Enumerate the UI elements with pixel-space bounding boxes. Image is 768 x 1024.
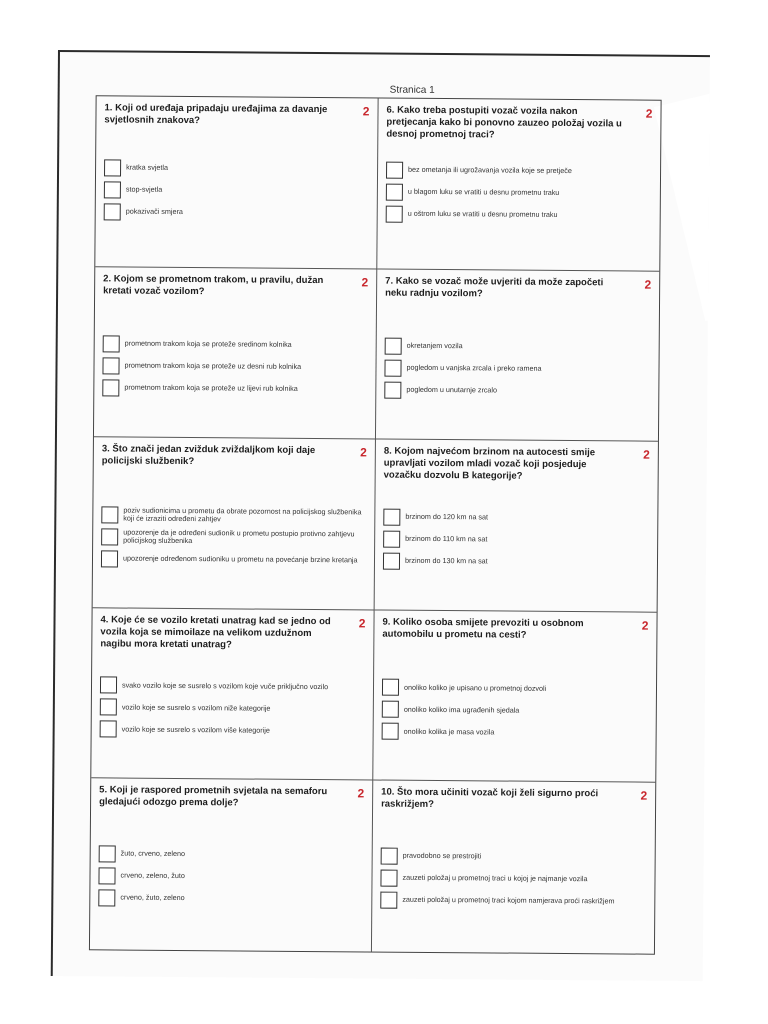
- answer-options: [104, 158, 370, 226]
- answer-option-label: onoliko koliko je upisano u prometnoj dozvoli: [403, 682, 547, 693]
- answer-checkbox[interactable]: [98, 867, 115, 884]
- answer-option[interactable]: [380, 869, 646, 889]
- question-points: 2: [360, 445, 367, 460]
- answer-option-label: u blagom luku se vratiti u desnu prometnu traku: [407, 186, 560, 197]
- answer-checkbox[interactable]: [102, 357, 119, 374]
- answer-option-label: pogledom u vanjska zrcala i preko ramena: [406, 363, 542, 374]
- answer-option[interactable]: [102, 379, 367, 399]
- answer-option[interactable]: [383, 508, 649, 528]
- answer-option-label: onoliko kolika je masa vozila: [403, 726, 495, 736]
- answer-options: [102, 335, 368, 403]
- question-header: [100, 614, 365, 652]
- answer-option[interactable]: [102, 357, 367, 377]
- question-header: [384, 446, 650, 484]
- answer-checkbox[interactable]: [100, 721, 117, 738]
- answer-option[interactable]: [384, 359, 650, 379]
- answer-option-label: crveno, žuto, zeleno: [120, 892, 185, 903]
- answer-option[interactable]: [104, 158, 369, 178]
- answer-option[interactable]: [101, 528, 366, 548]
- question-text: 7. Kako se vozač može uvjeriti da može započeti neku radnju vozilom?: [385, 275, 604, 299]
- answer-option-label: zauzeti položaj u prometnoj traci u kojoj je najmanje vozila: [402, 872, 588, 884]
- answer-option[interactable]: [381, 847, 647, 867]
- answer-option[interactable]: [386, 183, 652, 203]
- answer-checkbox[interactable]: [386, 183, 403, 200]
- answer-option[interactable]: [101, 506, 366, 526]
- answer-option[interactable]: [380, 891, 646, 911]
- answer-options: [101, 506, 367, 574]
- answer-options: [382, 678, 649, 746]
- answer-option-label: vozilo koje se susrelo s vozilom više kategorije: [121, 724, 270, 735]
- answer-option-label: brzinom do 130 km na sat: [404, 555, 488, 566]
- answer-checkbox[interactable]: [383, 552, 400, 569]
- answer-option[interactable]: [384, 381, 650, 401]
- answer-option-label: upozorenje da je određeni sudionik u prometu postupio protivno zahtjevu policijskog službenika: [123, 527, 355, 546]
- answer-option[interactable]: [385, 337, 651, 357]
- question-header: [104, 102, 369, 128]
- question-card: [90, 779, 373, 952]
- question-text: 10. Što mora učiniti vozač koji želi sigurno proći raskrižjem?: [381, 786, 599, 811]
- answer-checkbox[interactable]: [386, 205, 403, 222]
- question-text: 6. Kako treba postupiti vozač vozila nakon pretjecanja kako bi ponovno zauzeo položaj vozila u desnoj prometnoj traci?: [386, 104, 622, 141]
- answer-option-label: svako vozilo koje se susrelo s vozilom koje vuče priključno vozilo: [121, 680, 329, 691]
- answer-checkbox[interactable]: [100, 699, 117, 716]
- answer-option-label: upozorenje određenom sudioniku u prometu na povećanje brzine kretanja: [122, 553, 358, 565]
- question-card: [95, 96, 378, 269]
- answer-option-label: brzinom do 110 km na sat: [405, 533, 488, 544]
- question-points: 2: [641, 618, 649, 633]
- answer-options: [386, 161, 653, 229]
- question-points: 2: [640, 788, 648, 804]
- answer-option-label: poziv sudionicima u prometu da obrate pozornost na policijskog službenika koji će izraziti određeni zahtjev: [123, 505, 362, 524]
- question-card: [376, 269, 659, 442]
- answer-checkbox[interactable]: [383, 508, 400, 525]
- answer-option[interactable]: [98, 889, 363, 909]
- page-number-header: Stranica 1: [389, 84, 435, 96]
- answer-checkbox[interactable]: [104, 159, 121, 176]
- answer-checkbox[interactable]: [380, 869, 397, 886]
- answer-checkbox[interactable]: [384, 382, 401, 399]
- question-text: 1. Koji od uređaja pripadaju uređajima za davanje svjetlosnih znakova?: [104, 102, 328, 127]
- question-text: 2. Kojom se prometnom trakom, u pravilu, dužan kretati vozač vozilom?: [103, 272, 324, 297]
- answer-checkbox[interactable]: [98, 889, 115, 906]
- answer-option[interactable]: [382, 700, 648, 720]
- question-points: 2: [643, 447, 650, 462]
- question-text: 3. Što znači jedan zvižduk zviždaljkom koji daje policijski službenik?: [101, 443, 316, 468]
- question-card: [94, 267, 377, 440]
- question-points: 2: [362, 104, 370, 119]
- answer-checkbox[interactable]: [383, 530, 400, 547]
- question-text: 4. Koje će se vozilo kretati unatrag kad se jedno od vozila koja se mimoilaze na velikom uzdužnom nagibu mora kretati unatrag?: [100, 614, 331, 651]
- question-header: [381, 787, 647, 813]
- answer-option[interactable]: [99, 845, 364, 865]
- answer-option[interactable]: [386, 205, 652, 225]
- answer-option-label: stop-svjetla: [125, 184, 163, 194]
- question-header: [382, 616, 648, 642]
- answer-option[interactable]: [386, 161, 652, 181]
- question-card: [93, 437, 376, 610]
- question-card: [373, 610, 656, 783]
- answer-option[interactable]: [383, 552, 649, 572]
- answer-checkbox[interactable]: [99, 845, 116, 862]
- answer-option[interactable]: [382, 722, 648, 742]
- answer-checkbox[interactable]: [101, 550, 118, 567]
- answer-option-label: pokazivači smjera: [125, 206, 183, 216]
- answer-option[interactable]: [100, 676, 365, 696]
- answer-checkbox[interactable]: [104, 203, 121, 220]
- questions-grid: [89, 95, 662, 954]
- question-text: 5. Koji je raspored prometnih svjetala na semaforu gledajući odozgo prema dolje?: [99, 784, 328, 809]
- answer-option[interactable]: [100, 720, 365, 740]
- answer-option-label: pogledom u unutarnje zrcalo: [406, 385, 498, 395]
- page-fold: [654, 93, 710, 321]
- answer-option[interactable]: [104, 202, 369, 222]
- answer-options: [383, 508, 650, 576]
- question-points: 2: [357, 786, 365, 801]
- question-card: [372, 781, 655, 954]
- answer-option[interactable]: [383, 530, 649, 550]
- answer-option-label: vozilo koje se susrelo s vozilom niže kategorije: [121, 702, 271, 713]
- answer-options: [98, 845, 364, 913]
- answer-option-label: kratka svjetla: [126, 162, 169, 172]
- answer-checkbox[interactable]: [380, 891, 397, 908]
- answer-option-label: u oštrom luku se vratiti u desnu prometnu traku: [407, 208, 558, 219]
- answer-options: [384, 337, 651, 405]
- question-points: 2: [361, 274, 369, 290]
- answer-option[interactable]: [104, 180, 369, 200]
- answer-options: [100, 676, 366, 744]
- answer-option-label: prometnom trakom koja se proteže uz lijevi rub kolnika: [124, 382, 298, 394]
- answer-option-label: bez ometanja ili ugrožavanja vozila koje se pretječe: [408, 164, 572, 175]
- question-header: [102, 444, 367, 470]
- question-text: 8. Kojom najvećom brzinom na autocesti smije upravljati vozilom mladi vozač koji posjeduje vozačku dozvolu B kategorije?: [383, 445, 596, 482]
- answer-checkbox[interactable]: [386, 161, 403, 178]
- answer-option-label: zauzeti položaj u prometnoj traci kojom namjerava proći raskrižjem: [402, 894, 615, 906]
- answer-option-label: brzinom do 120 km na sat: [405, 511, 489, 522]
- question-header: [386, 105, 652, 143]
- answer-option-label: žuto, crveno, zeleno: [120, 848, 186, 859]
- question-points: 2: [645, 106, 653, 121]
- answer-option-label: prometnom trakom koja se proteže sredinom kolnika: [124, 338, 292, 350]
- answer-option-label: crveno, zeleno, žuto: [120, 870, 185, 881]
- answer-option-label: pravodobno se prestrojiti: [402, 850, 482, 861]
- answer-checkbox[interactable]: [103, 335, 120, 352]
- answer-option[interactable]: [100, 698, 365, 718]
- answer-option-label: okretanjem vozila: [406, 341, 463, 351]
- question-text: 9. Koliko osoba smijete prevoziti u osobnom automobilu u prometu na cesti?: [382, 616, 584, 641]
- question-card: [375, 440, 658, 613]
- question-points: 2: [644, 277, 652, 292]
- answer-checkbox[interactable]: [382, 679, 399, 696]
- answer-option[interactable]: [103, 335, 368, 355]
- answer-checkbox[interactable]: [384, 360, 401, 377]
- question-header: [385, 275, 651, 301]
- answer-options: [380, 847, 647, 915]
- question-card: [91, 608, 374, 781]
- question-header: [103, 273, 368, 299]
- answer-option[interactable]: [382, 678, 648, 698]
- answer-checkbox[interactable]: [385, 338, 402, 355]
- question-card: [377, 99, 660, 272]
- answer-checkbox[interactable]: [102, 379, 119, 396]
- answer-checkbox[interactable]: [382, 701, 399, 718]
- answer-checkbox[interactable]: [381, 847, 398, 864]
- answer-option-label: prometnom trakom koja se proteže uz desni rub kolnika: [124, 360, 302, 372]
- answer-checkbox[interactable]: [104, 181, 121, 198]
- answer-checkbox[interactable]: [101, 528, 118, 545]
- answer-checkbox[interactable]: [382, 723, 399, 740]
- answer-option[interactable]: [101, 550, 366, 570]
- answer-option-label: onoliko koliko ima ugrađenih sjedala: [403, 704, 520, 715]
- scanned-page: [51, 50, 710, 981]
- answer-checkbox[interactable]: [100, 677, 117, 694]
- answer-option[interactable]: [98, 867, 363, 887]
- question-points: 2: [358, 616, 366, 631]
- answer-checkbox[interactable]: [101, 506, 118, 523]
- question-header: [99, 785, 364, 811]
